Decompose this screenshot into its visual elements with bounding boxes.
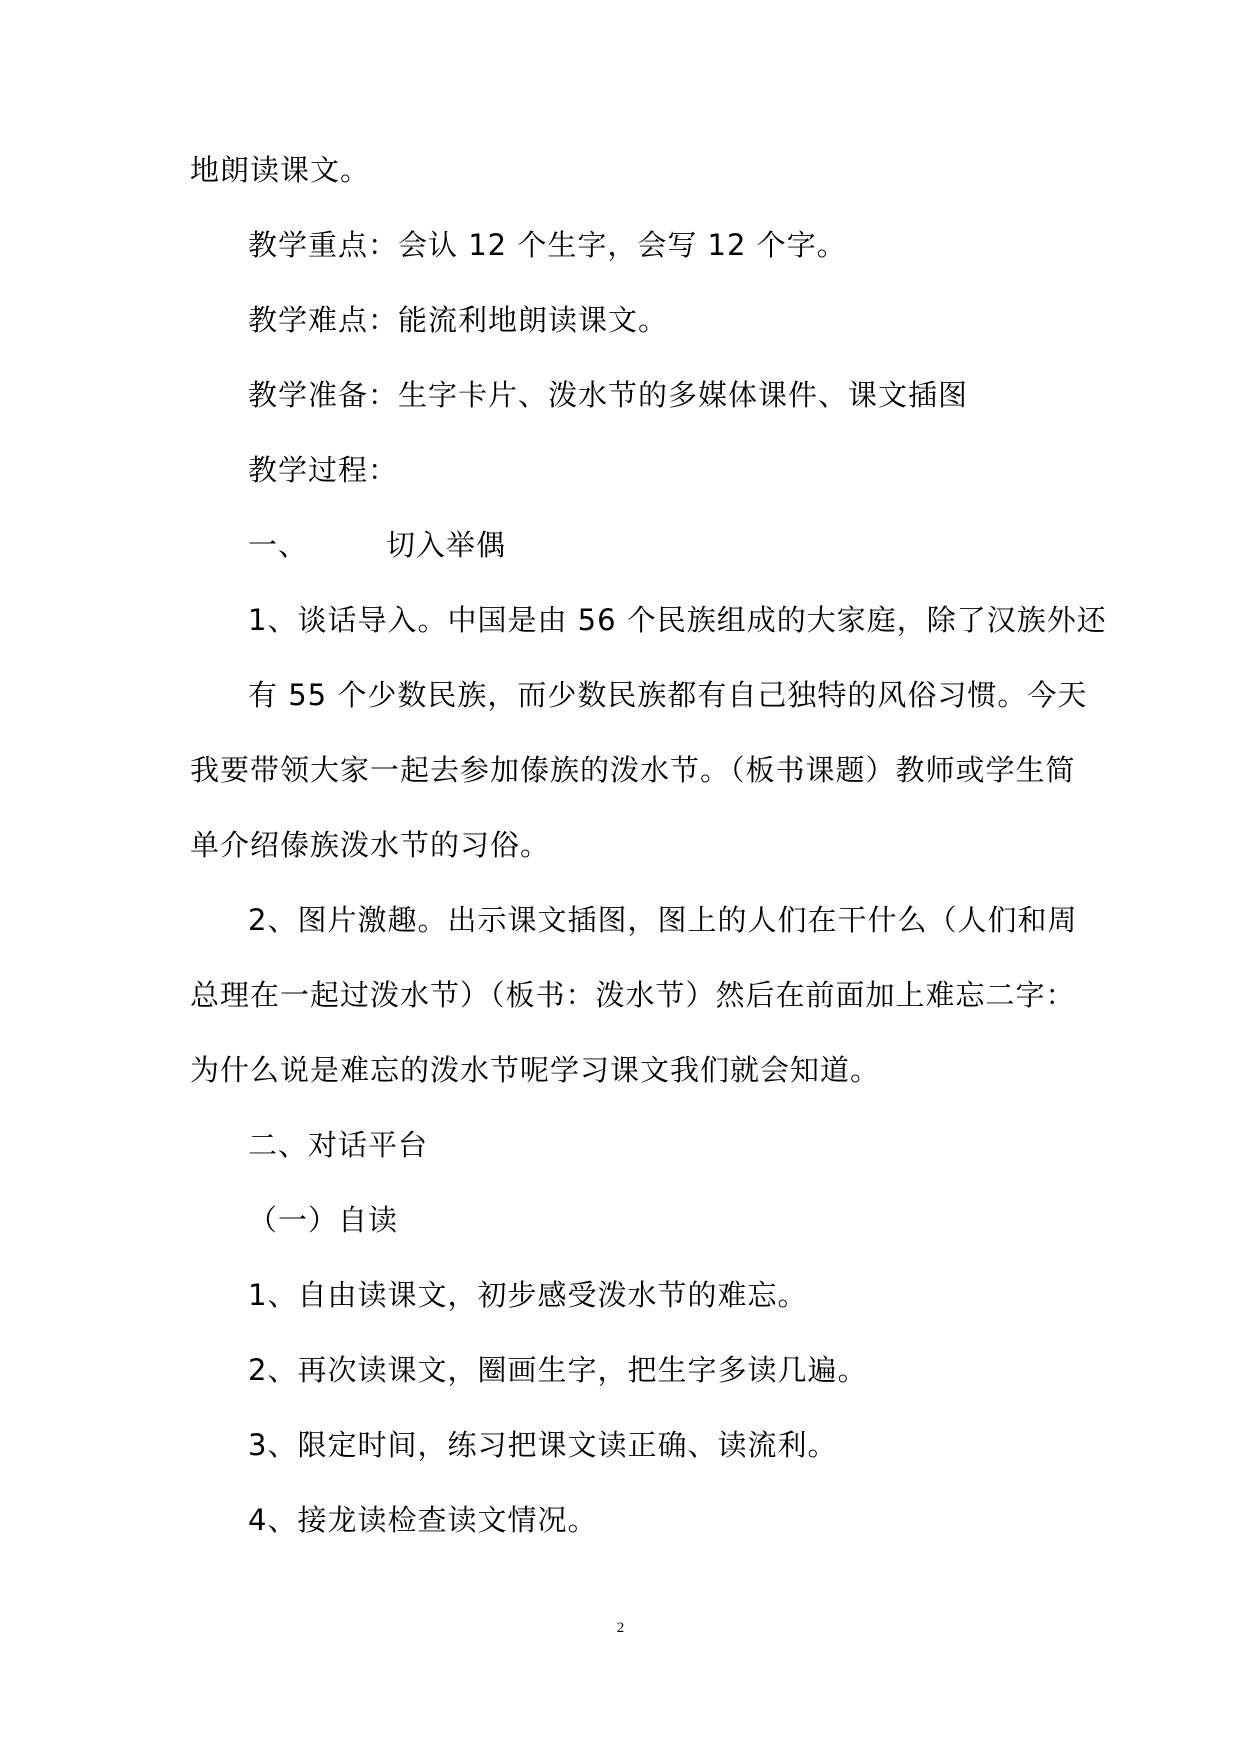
- teaching-process-heading: 教学过程：: [248, 453, 399, 487]
- paragraph-line: 为什么说是难忘的泼水节呢学习课文我们就会知道。: [190, 1053, 881, 1087]
- paragraph-line: 单介绍傣族泼水节的习俗。: [190, 828, 551, 862]
- list-item: 2、再次读课文，圈画生字，把生字多读几遍。: [248, 1353, 868, 1387]
- section-heading-one: [248, 525, 506, 565]
- teaching-focus: 教学重点：会认 12 个生字，会写 12 个字。: [248, 228, 847, 262]
- teaching-preparation: 教学准备：生字卡片、泼水节的多媒体课件、课文插图: [248, 378, 969, 412]
- paragraph-line: 有 55 个少数民族，而少数民族都有自己独特的风俗习惯。今天: [248, 678, 1088, 712]
- paragraph-line: 1、谈话导入。中国是由 56 个民族组成的大家庭，除了汉族外还: [248, 603, 1107, 637]
- paragraph-line: 2、图片激趣。出示课文插图，图上的人们在干什么（人们和周: [248, 903, 1078, 937]
- page-number: 2: [616, 1620, 625, 1636]
- list-item: 3、限定时间，练习把课文读正确、读流利。: [248, 1428, 838, 1462]
- list-item: 1、自由读课文，初步感受泼水节的难忘。: [248, 1278, 808, 1312]
- section-title: 切入举偶: [386, 528, 507, 562]
- teaching-difficulty: 教学难点：能流利地朗读课文。: [248, 303, 669, 337]
- list-item: 4、接龙读检查读文情况。: [248, 1503, 598, 1537]
- paragraph-line: 总理在一起过泼水节）（板书：泼水节）然后在前面加上难忘二字：: [190, 978, 1076, 1012]
- paragraph-line: 地朗读课文。: [190, 153, 371, 187]
- subsection-heading: （一）自读: [248, 1203, 399, 1237]
- section-heading-two: 二、对话平台: [248, 1128, 429, 1162]
- paragraph-line: 我要带领大家一起去参加傣族的泼水节。（板书课题）教师或学生简: [190, 753, 1076, 787]
- section-number: 一、: [248, 528, 309, 562]
